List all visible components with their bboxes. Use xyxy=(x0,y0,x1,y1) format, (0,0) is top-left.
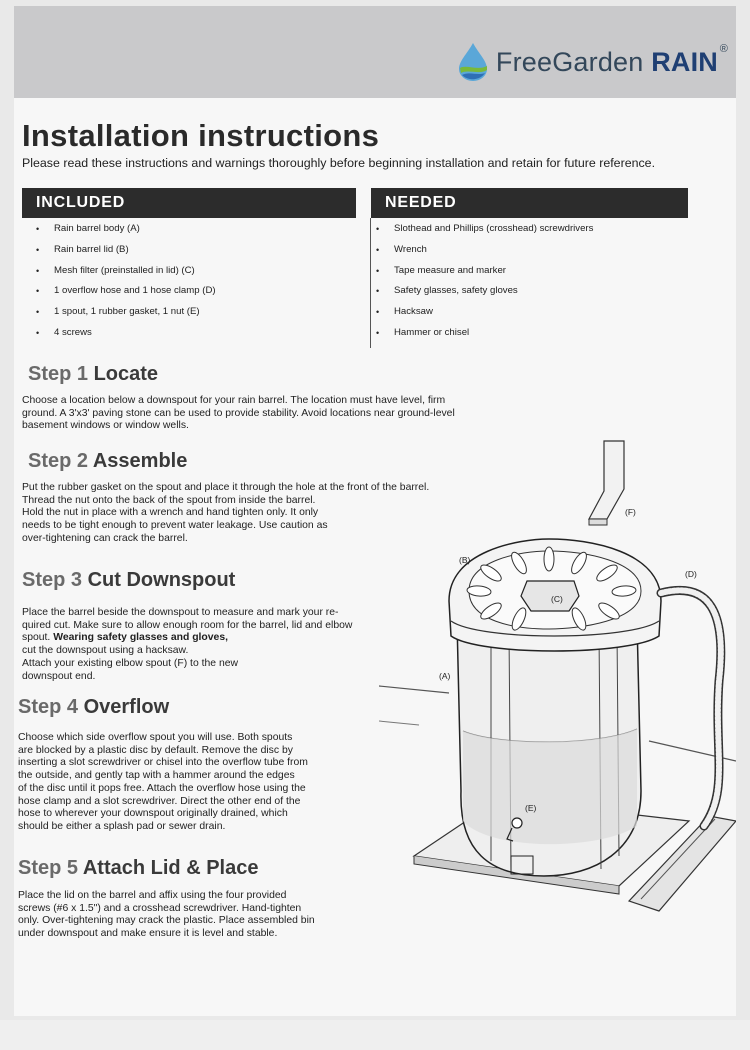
text-line: of the disc until it pops free. Attach the overflow hose using the xyxy=(18,782,306,794)
label-e: (E) xyxy=(525,803,537,813)
text-line: needs to be tight enough to prevent water leakage. Use caution as xyxy=(22,520,328,532)
step-4-text xyxy=(18,732,358,834)
text-line: Choose a location below a downspout for your rain barrel. The location must have level, firm xyxy=(22,395,446,406)
ground-line xyxy=(379,721,419,725)
text-line: under downspout and make ensure it is level and stable. xyxy=(18,928,278,940)
brand-name: FreeGarden xyxy=(495,46,644,77)
safety-warning: Wearing safety glasses and gloves, xyxy=(53,632,228,644)
text-line: only. Over-tightening may crack the plastic. Place assembled bin xyxy=(18,915,315,927)
header-band xyxy=(14,6,736,98)
water-fill xyxy=(463,729,637,844)
text-line: hose to wherever your downspout originally drained, which xyxy=(18,808,288,820)
label-b: (B) xyxy=(459,555,471,565)
intro-text: Please read these instructions and warnings thoroughly before beginning installation and retain for future reference. xyxy=(22,156,656,170)
text-line: Attach your existing elbow spout (F) to the new xyxy=(22,657,239,669)
step-1-heading xyxy=(28,363,158,386)
list-item: • 1 spout, 1 rubber gasket, 1 nut (E) xyxy=(34,305,354,326)
text-line: hose clamp and a slot screwdriver. Direct the other end of the xyxy=(18,795,301,807)
list-item: • Hacksaw xyxy=(374,305,704,326)
elbow-spout-end xyxy=(589,519,607,525)
list-item: • 1 overflow hose and 1 hose clamp (D) xyxy=(34,284,354,305)
step-4-heading xyxy=(18,696,169,719)
overflow-hose-ribbing xyxy=(661,590,721,826)
step-3-heading xyxy=(22,569,235,592)
text-line xyxy=(22,632,382,645)
list-item: • Safety glasses, safety gloves xyxy=(374,284,704,305)
spout xyxy=(512,818,522,828)
mesh-filter xyxy=(521,581,579,611)
registered-mark: ® xyxy=(719,42,728,55)
step-3-text xyxy=(22,607,382,683)
text-line: Put the rubber gasket on the spout and place it through the hole at the front of the barrel. xyxy=(22,482,430,493)
text-line: downspout end. xyxy=(22,670,96,682)
text-line: quired cut. Make sure to allow enough room for the barrel, lid and elbow xyxy=(22,619,353,631)
text-line: the outside, and gently tap with a hammer around the edges xyxy=(18,770,295,782)
elbow-spout-shape xyxy=(589,441,624,519)
list-item: • Mesh filter (preinstalled in lid) (C) xyxy=(34,264,354,285)
list-item: • Rain barrel body (A) xyxy=(34,222,354,243)
step-1-text xyxy=(22,395,492,433)
label-d: (D) xyxy=(685,569,697,579)
step-3-label: Step 3 xyxy=(22,569,83,591)
text-line: over-tightening can crack the barrel. xyxy=(22,532,188,544)
step-5-text xyxy=(18,890,378,941)
list-item: • Rain barrel lid (B) xyxy=(34,243,354,264)
list-item: • Slothead and Phillips (crosshead) screwdrivers xyxy=(374,222,704,243)
page-footer-gap xyxy=(0,1020,750,1050)
list-item: • Wrench xyxy=(374,243,704,264)
step-4-title: Overflow xyxy=(83,696,170,718)
text-line: inserting a slot screwdriver or chisel into the overflow tube from xyxy=(18,757,308,769)
label-f: (F) xyxy=(625,507,636,517)
brand-logo xyxy=(456,42,728,82)
text-fragment: spout. xyxy=(22,632,54,644)
step-2-heading xyxy=(28,450,187,473)
overflow-hose xyxy=(661,590,721,826)
text-line: Choose which side overflow spout you will use. Both spouts xyxy=(18,732,293,743)
text-line: Place the lid on the barrel and affix using the four provided xyxy=(18,890,287,901)
included-list xyxy=(34,222,354,347)
step-1-label: Step 1 xyxy=(28,363,89,385)
text-line: screws (#6 x 1.5") and a crosshead screwdriver. Hand-tighten xyxy=(18,902,302,914)
page-title: Installation instructions xyxy=(22,118,380,153)
step-4-label: Step 4 xyxy=(18,696,79,718)
step-5-title: Attach Lid & Place xyxy=(82,857,259,879)
step-2-title: Assemble xyxy=(92,450,188,472)
needed-list xyxy=(374,222,704,347)
rain-barrel-illustration xyxy=(379,431,736,926)
step-2-label: Step 2 xyxy=(28,450,89,472)
text-line: ground. A 3'x3' paving stone can be used to provide stability. Avoid locations near ground-level xyxy=(22,407,455,419)
included-header: INCLUDED xyxy=(22,188,356,218)
column-divider xyxy=(370,218,371,348)
instruction-sheet xyxy=(14,6,736,1016)
list-item: • 4 screws xyxy=(34,326,354,347)
text-line: Thread the nut onto the back of the spout from inside the barrel. xyxy=(22,494,316,506)
list-item: • Tape measure and marker xyxy=(374,264,704,285)
label-a: (A) xyxy=(439,671,451,681)
brand-name-rain: RAIN xyxy=(651,46,718,77)
text-line: are blocked by a plastic disc by default. Remove the disc by xyxy=(18,744,293,756)
step-1-title: Locate xyxy=(93,363,159,385)
text-line: Place the barrel beside the downspout to measure and mark your re- xyxy=(22,607,339,618)
label-c: (C) xyxy=(551,594,563,604)
text-line: basement windows or window wells. xyxy=(22,420,189,432)
text-line: Hold the nut in place with a wrench and hand tighten only. It only xyxy=(22,507,319,519)
ground-line xyxy=(379,686,449,693)
text-line: cut the downspout using a hacksaw. xyxy=(22,645,189,657)
list-item: • Hammer or chisel xyxy=(374,326,704,347)
needed-header: NEEDED xyxy=(371,188,688,218)
water-drop-logo-icon xyxy=(456,42,490,82)
step-3-title: Cut Downspout xyxy=(87,569,236,591)
step-5-heading xyxy=(18,857,258,880)
step-5-label: Step 5 xyxy=(18,857,79,879)
rain-barrel-diagram xyxy=(379,431,736,926)
text-line: should be either a splash pad or sewer drain. xyxy=(18,820,226,832)
